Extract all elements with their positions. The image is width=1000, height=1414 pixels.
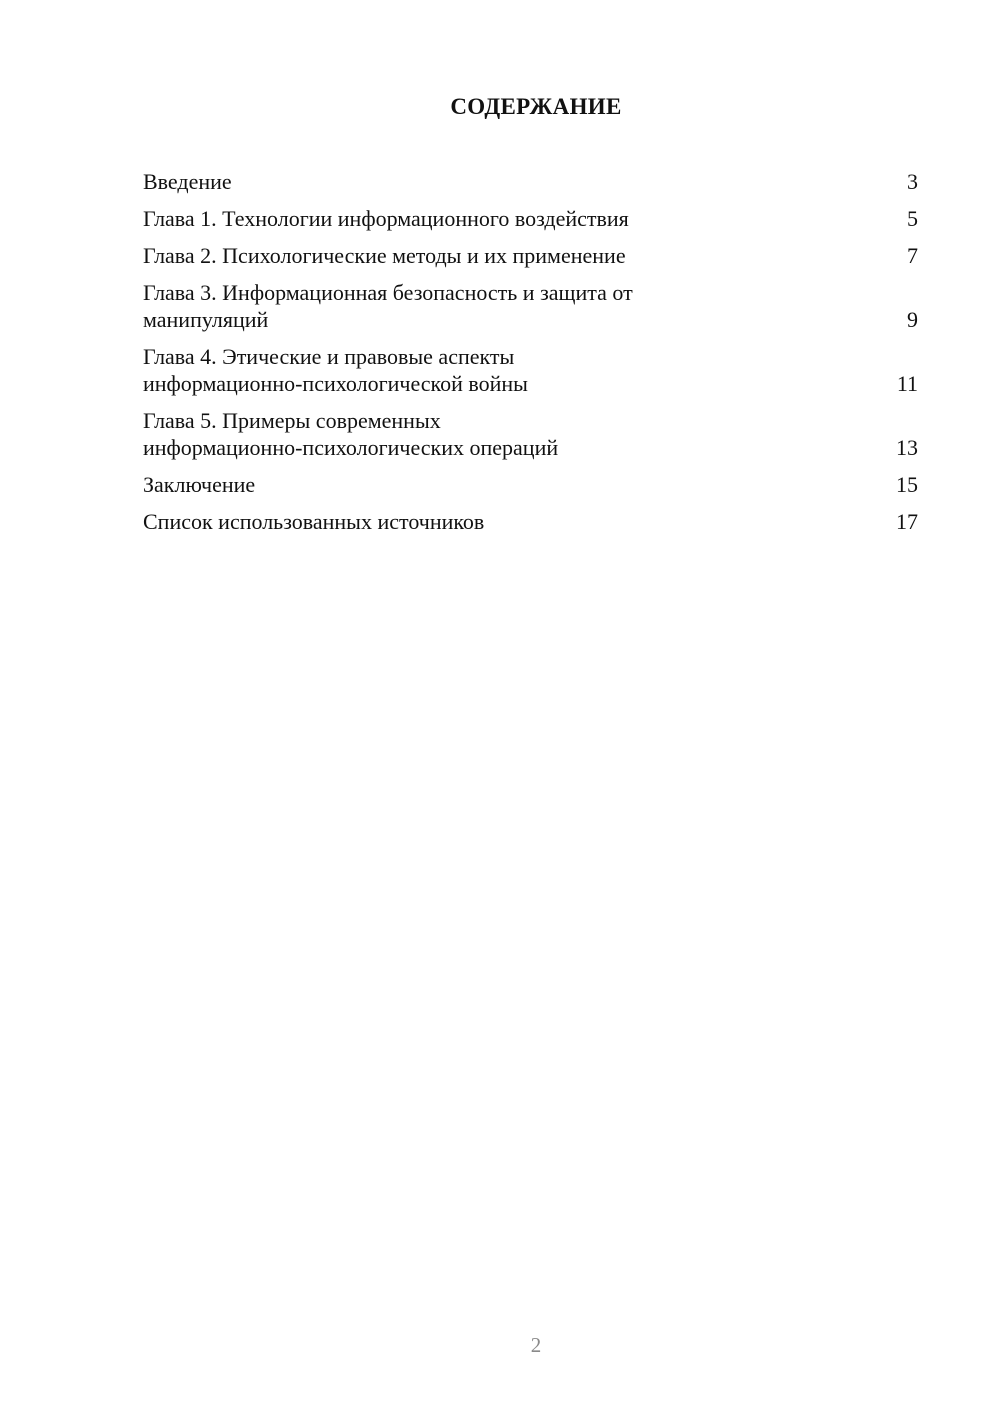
toc-entry-chapter-3[interactable] bbox=[143, 279, 918, 333]
toc-entry-introduction[interactable] bbox=[143, 168, 918, 195]
toc-entry-page: 11 bbox=[896, 371, 918, 396]
toc-entry-page: 17 bbox=[896, 509, 918, 534]
toc-entry-label: Введение bbox=[143, 169, 232, 194]
toc-entry-page: 7 bbox=[907, 243, 918, 268]
toc-entry-conclusion[interactable] bbox=[143, 471, 918, 498]
page-number: 2 bbox=[530, 1333, 542, 1357]
toc-entry-label: Глава 1. Технологии информационного воздействия bbox=[143, 206, 629, 231]
toc-entry-label: Список использованных источников bbox=[143, 509, 485, 534]
toc-entry-page: 5 bbox=[907, 206, 918, 231]
toc-entry-page: 13 bbox=[896, 435, 918, 460]
toc-entry-label: Глава 5. Примеры современных информационно-психологических операций bbox=[143, 408, 559, 460]
toc-entry-label: Глава 2. Психологические методы и их применение bbox=[143, 243, 626, 268]
toc-entry-label: Глава 3. Информационная безопасность и защита от манипуляций bbox=[143, 280, 633, 332]
page-title: СОДЕРЖАНИЕ bbox=[450, 94, 622, 119]
toc-entry-chapter-2[interactable] bbox=[143, 242, 918, 269]
toc-entry-page: 9 bbox=[907, 307, 918, 332]
toc-entry-chapter-4[interactable] bbox=[143, 343, 918, 397]
toc-entry-label: Заключение bbox=[143, 472, 256, 497]
toc-entry-label: Глава 4. Этические и правовые аспекты информационно-психологической войны bbox=[143, 344, 528, 396]
toc-entry-chapter-1[interactable] bbox=[143, 205, 918, 232]
toc-entry-references[interactable] bbox=[143, 508, 918, 535]
toc-entry-chapter-5[interactable] bbox=[143, 407, 918, 461]
toc-entry-page: 3 bbox=[907, 169, 918, 194]
toc-entry-page: 15 bbox=[896, 472, 918, 497]
table-of-contents bbox=[143, 168, 918, 545]
